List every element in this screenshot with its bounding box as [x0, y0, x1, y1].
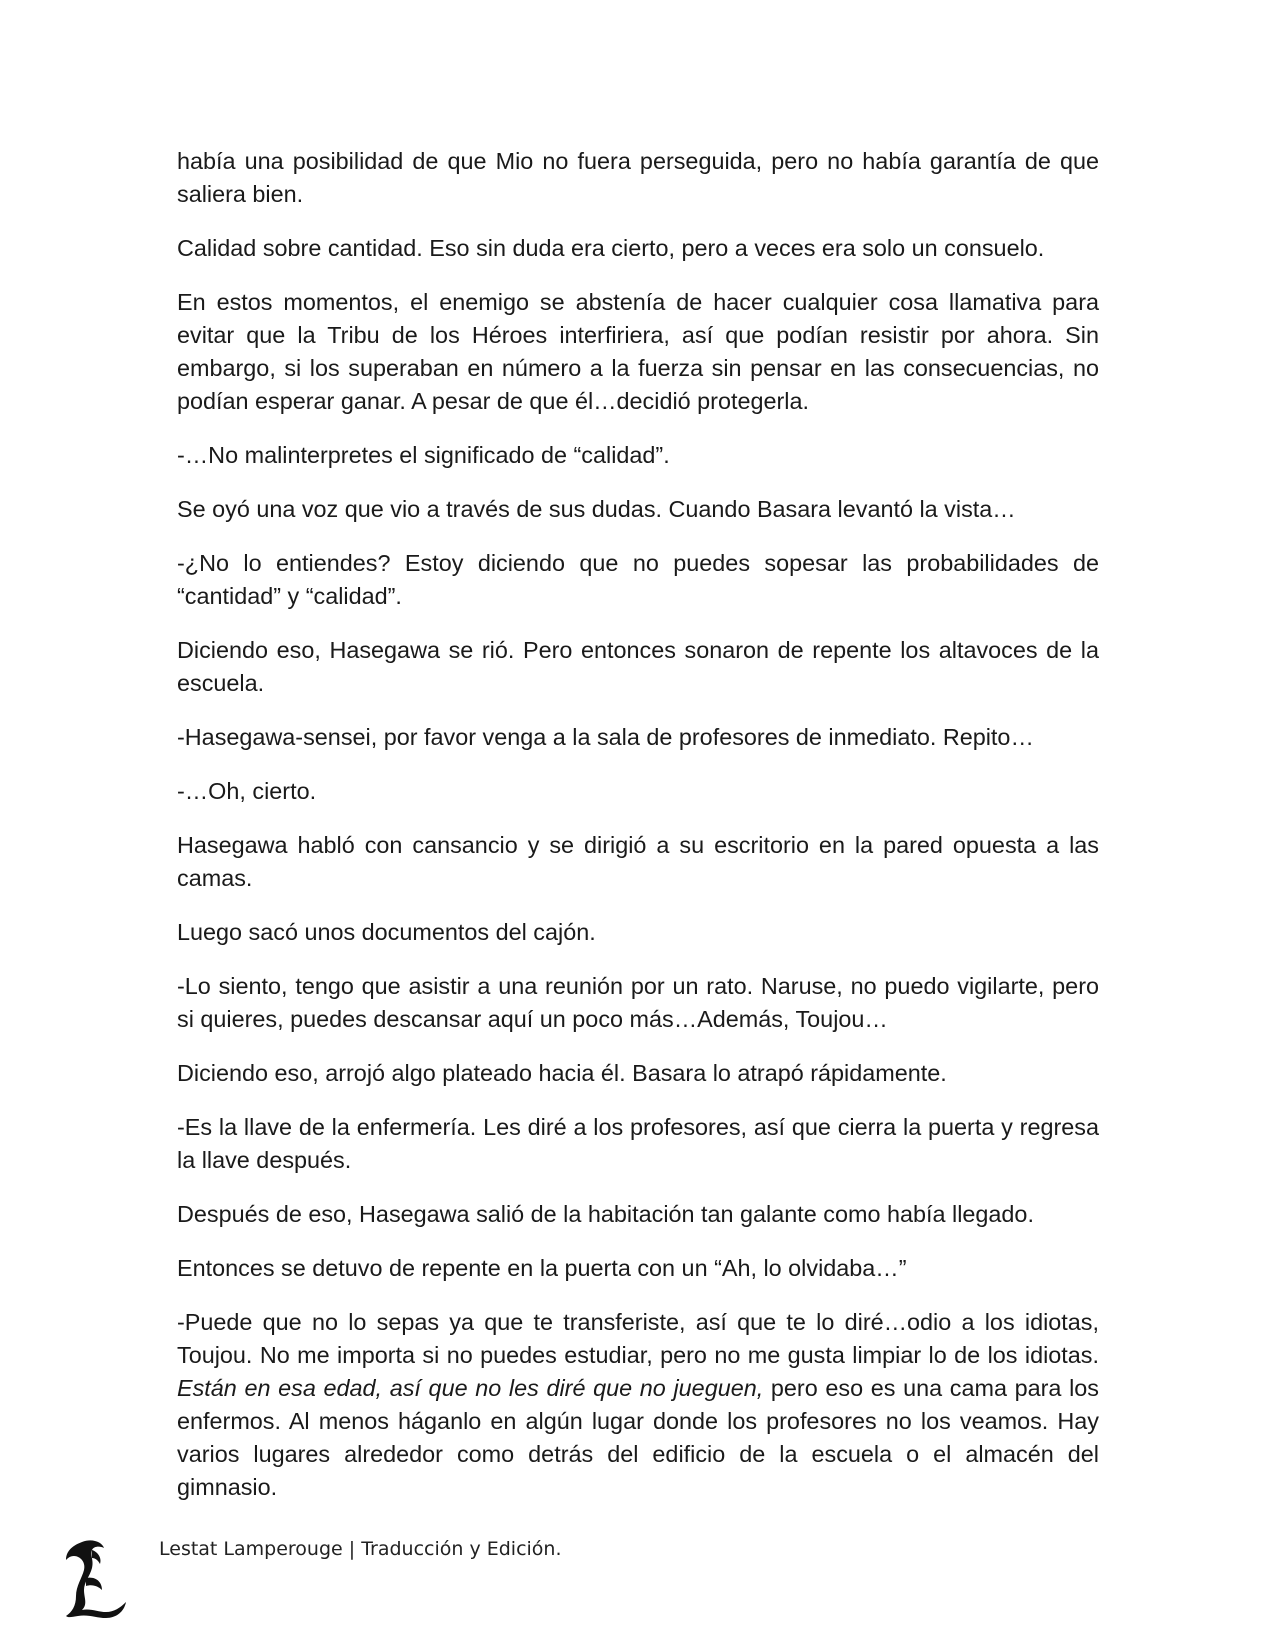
paragraph: -Es la llave de la enfermería. Les diré a los profesores, así que cierra la puerta y regresa la llave después. [177, 1114, 1099, 1173]
paragraph [177, 1306, 1099, 1504]
paragraph: Se oyó una voz que vio a través de sus dudas. Cuando Basara levantó la vista… [177, 496, 1016, 522]
paragraph: Calidad sobre cantidad. Eso sin duda era cierto, pero a veces era solo un consuelo. [177, 235, 1045, 261]
paragraph: -Lo siento, tengo que asistir a una reunión por un rato. Naruse, no puedo vigilarte, pero si quieres, puedes descansar aquí un poco más…Además, Toujou… [177, 973, 1099, 1032]
gothic-l-logo-icon [62, 1538, 132, 1620]
document-body [177, 145, 1099, 1525]
paragraph: Después de eso, Hasegawa salió de la habitación tan galante como había llegado. [177, 1201, 1034, 1227]
paragraph-text: pero eso es una cama para los enfermos. Al menos háganlo en algún lugar donde los profesores no los veamos. Hay varios lugares alrededor como detrás del edificio de la escuela o el almacén del gimnasio. [177, 1375, 1099, 1500]
paragraph: En estos momentos, el enemigo se abstenía de hacer cualquier cosa llamativa para evitar que la Tribu de los Héroes interfiriera, así que podían resistir por ahora. Sin embargo, si los superaban en número a la fuerza sin pensar en las consecuencias, no podían esperar ganar. A pesar de que él…decidió protegerla. [177, 289, 1099, 414]
paragraph: -Hasegawa-sensei, por favor venga a la sala de profesores de inmediato. Repito… [177, 724, 1034, 750]
paragraph: había una posibilidad de que Mio no fuera perseguida, pero no había garantía de que saliera bien. [177, 148, 1099, 207]
paragraph: Diciendo eso, Hasegawa se rió. Pero entonces sonaron de repente los altavoces de la escuela. [177, 637, 1099, 696]
paragraph: Hasegawa habló con cansancio y se dirigió a su escritorio en la pared opuesta a las camas. [177, 832, 1099, 891]
paragraph-text: -Puede que no lo sepas ya que te transferiste, así que te lo diré…odio a los idiotas, Toujou. No me importa si no puedes estudiar, pero no me gusta limpiar lo de los idiotas. [177, 1309, 1099, 1368]
italic-text: Están en esa edad, así que no les diré que no jueguen, [177, 1375, 764, 1401]
paragraph: Diciendo eso, arrojó algo plateado hacia él. Basara lo atrapó rápidamente. [177, 1060, 947, 1086]
paragraph: -…No malinterpretes el significado de “calidad”. [177, 442, 670, 468]
paragraph: Entonces se detuvo de repente en la puerta con un “Ah, lo olvidaba…” [177, 1255, 907, 1281]
paragraph: -…Oh, cierto. [177, 778, 317, 804]
translator-credit: Lestat Lamperouge | Traducción y Edición. [159, 1538, 562, 1560]
paragraph: Luego sacó unos documentos del cajón. [177, 919, 596, 945]
paragraph: -¿No lo entiendes? Estoy diciendo que no puedes sopesar las probabilidades de “cantidad” y “calidad”. [177, 550, 1099, 609]
